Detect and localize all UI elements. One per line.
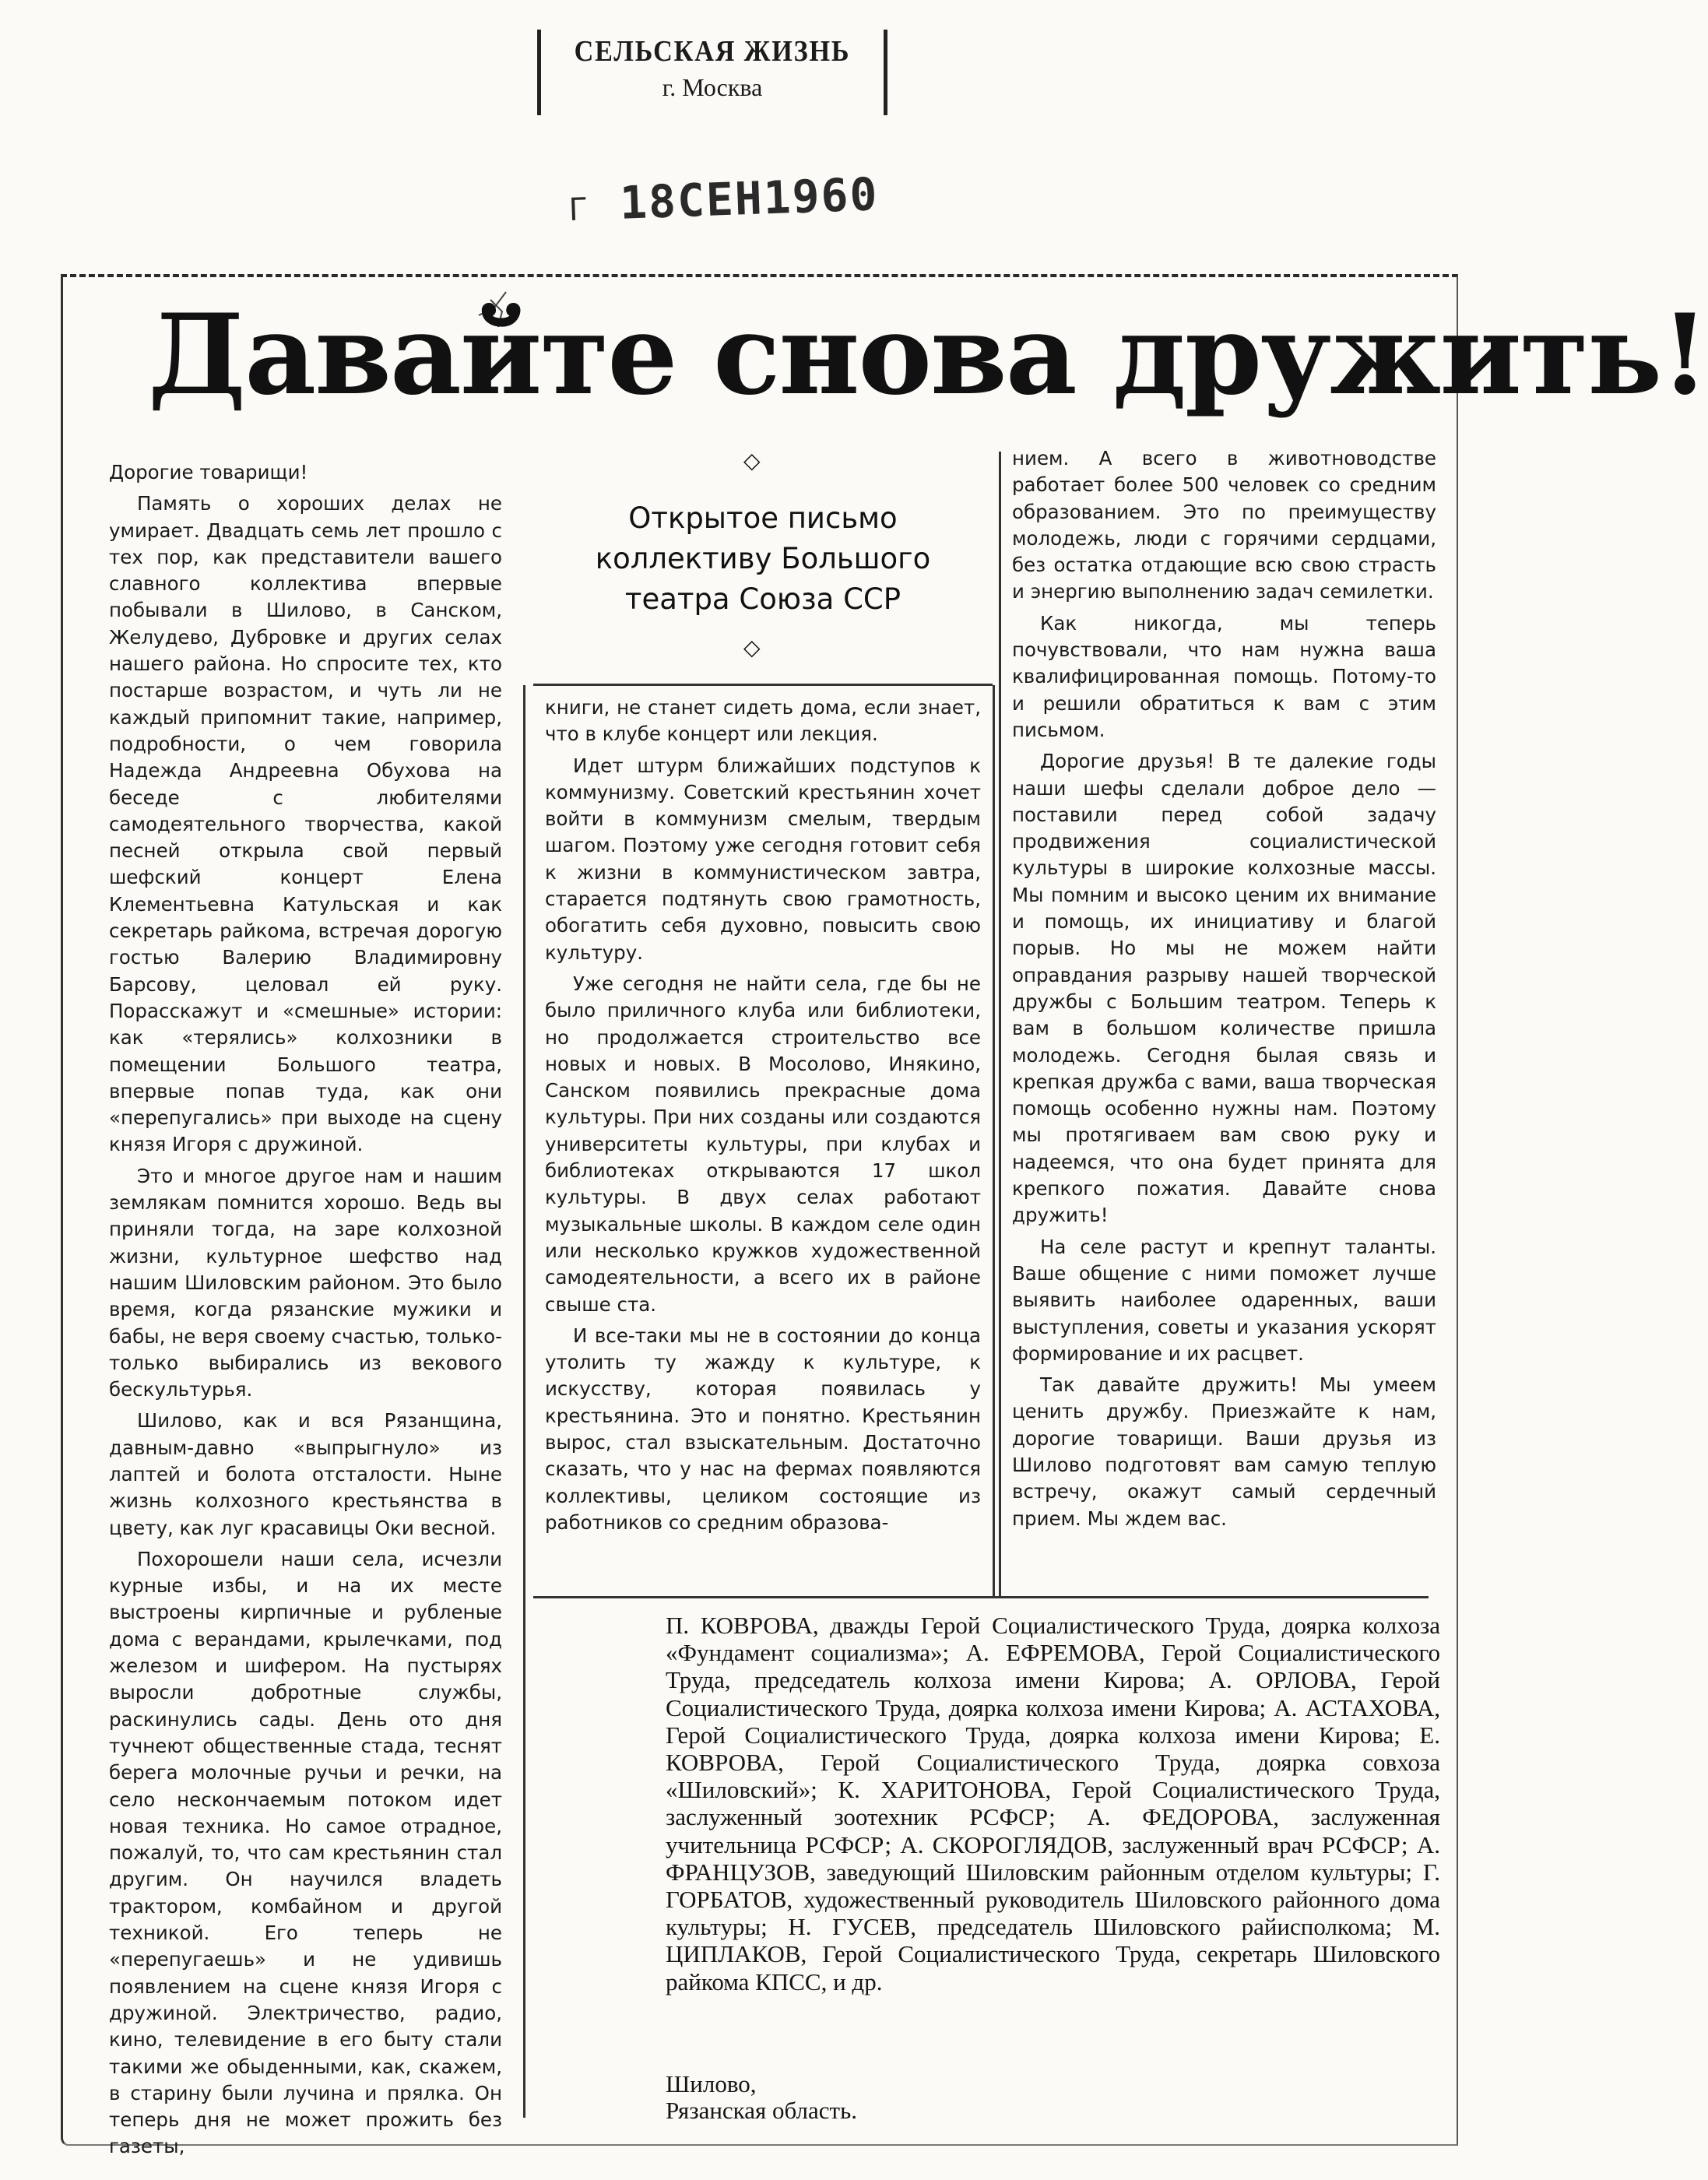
paragraph: Дорогие товарищи! <box>109 461 308 483</box>
headline: Давайте снова дружить! <box>148 290 1708 420</box>
place-of-origin <box>666 2071 1055 2124</box>
paragraph: На селе растут и крепнут таланты. Ваше общение с ними поможет лучше выявить наиболее одаренных, ваши выступления, советы и указания ускорят формирование и их расцвет. <box>1012 1235 1436 1365</box>
column-divider-top <box>533 684 993 686</box>
publication-name: СЕЛЬСКАЯ ЖИЗНЬ <box>574 35 851 68</box>
paragraph: Так давайте дружить! Мы умеем ценить дружбу. Приезжайте к нам, дорогие товарищи. Ваши друзья из Шилово подготовят вам самую теплую встречу, окажут самый сердечный прием. Мы ждем вас. <box>1012 1373 1436 1530</box>
subtitle: Открытое письмо коллективу Большого театра Союза ССР <box>595 501 931 616</box>
column-divider <box>993 685 995 1596</box>
date-stamp-prefix: Г <box>568 192 590 229</box>
article-column-1 <box>109 459 502 2161</box>
signatures-text: П. КОВРОВА, дважды Герой Социалистического Труда, доярка колхоза «Фундамент социализма»; А. ЕФРЕМОВА, Герой Социалистического Труда, председатель колхоза имени Кирова; А. ОРЛОВА, Герой Социалистического Труда, доярка колхоза имени Кирова; А. АСТАХОВА, Герой Социалистического Труда, доярка колхоза имени Кирова; Е. КОВРОВА, Герой Социалистического Труда, доярка совхоза «Шиловский»; К. ХАРИТОНОВА, Герой Социалистического Труда, заслуженный зоотехник РСФСР; А. ФЕДОРОВА, заслуженная учительница РСФСР; А. СКОРОГЛЯДОВ, заслуженный врач РСФСР; А. ФРАНЦУЗОВ, заведующий Шиловским районным отделом культуры; Г. ГОРБАТОВ, художественный руководитель Шиловского районного дома культуры; Н. ГУСЕВ, председатель Шиловского райисполкома; М. ЦИПЛАКОВ, Герой Социалистического Труда, секретарь Шиловского райкома КПСС, и др. <box>666 1612 1440 1995</box>
publication-stamp <box>537 30 887 115</box>
paragraph: Это и многое другое нам и нашим землякам помнится хорошо. Ведь вы приняли тогда, на заре колхозной жизни, культурное шефство над нашим Шиловским районом. Это было время, когда рязанские мужики и бабы, не веря своему счастью, только-только выбирались из векового бескультурья. <box>109 1164 502 1401</box>
paragraph: Идет штурм ближайших подступов к коммунизму. Советский крестьянин хочет войти в коммунизм смелым, твердым шагом. Поэтому уже сегодня готовит себя к жизни в коммунистическом завтра, старается подтянуть свою грамотность, обогатить себя духовно, повысить свою культуру. <box>545 754 981 964</box>
column-divider <box>523 685 525 2118</box>
signatures-divider <box>533 1596 1429 1598</box>
paragraph: Как никогда, мы теперь почувствовали, что нам нужна ваша квалифицированная помощь. Потому-то и решили обратиться к вам с этим письмом. <box>1012 611 1436 741</box>
column-divider <box>999 452 1001 1596</box>
publication-city: г. Москва <box>662 73 763 101</box>
place-line-1: Шилово, <box>666 2070 757 2097</box>
article-column-2 <box>545 694 981 1536</box>
article-column-3 <box>1012 445 1436 1532</box>
signatures-block <box>666 1612 1440 1995</box>
date-stamp-date: 18СЕН1960 <box>619 167 880 230</box>
paragraph: Шилово, как и вся Рязанщина, давным-давно «выпрыгнуло» из лаптей и болота отсталости. Ныне жизнь колхозного крестьянства в цвету, как луг красавицы Оки весной. <box>109 1409 502 1539</box>
paragraph: Дорогие друзья! В те далекие годы наши шефы сделали доброе дело — поставили перед собой задачу продвижения социалистической культуры в широкие колхозные массы. Мы помним и высоко ценим их внимание и помощь, их инициативу и благой порыв. Но мы не можем найти оправдания разрыву нашей творческой дружбы с Большим театром. Теперь к вам в большом количестве пришла молодежь. Сегодня былая связь и крепкая дружба с вами, ваша творческая помощь особенно нужны нам. Поэтому мы протягиваем вам свою руку и надеемся, что она будет принята для крепкого пожатия. Давайте снова дружить! <box>1012 750 1436 1227</box>
place-line-2: Рязанская область. <box>666 2097 857 2124</box>
diamond-ornament-icon: ◇ <box>743 635 761 660</box>
paragraph: нием. А всего в животноводстве работает более 500 человек со средним образованием. Это по преимуществу молодежь, люди с горячими сердцами, без остатка отдающие всю свою страсть и энергию выполнению задач семилетки. <box>1012 447 1436 603</box>
paragraph: книги, не станет сидеть дома, если знает, что в клубе концерт или лекция. <box>545 696 981 746</box>
paragraph: Уже сегодня не найти села, где бы не было приличного клуба или библиотеки, но продолжается строительство все новых и новых. В Мосолово, Инякино, Санском появились прекрасные дома культуры. При них созданы или создаются университеты культуры, при клубах и библиотеках открываются 17 школ культуры. В двух селах работают музыкальные школы. В каждом селе один или несколько кружков художественной самодеятельности, а всего их в районе свыше ста. <box>545 972 981 1316</box>
paragraph: Похорошели наши села, исчезли курные избы, и на их месте выстроены кирпичные и рубленые дома с верандами, крылечками, под железом и шифером. На пустырях выросли добротные службы, раскинулись сады. День ото дня тучнеют общественные стада, теснят берега молочные ручьи и речки, на село нескончаемым потоком идет новая техника. Но самое отрадное, пожалуй, то, что сам крестьянин стал другим. Он научился владеть трактором, комбайном и другой техникой. Его теперь не «перепугаешь» и не удивишь появлением на сцене князя Игоря с дружиной. Электричество, радио, кино, телевидение в его быту стали такими же обыденными, как, скажем, в старину были лучина и прялка. Он теперь дня не может прожить без газеты, <box>109 1547 502 2158</box>
paragraph: И все-таки мы не в состоянии до конца утолить ту жажду к культуре, к искусству, которая появилась у крестьянина. Это и понятно. Крестьянин вырос, стал взыскательным. Достаточно сказать, что у нас на фермах появляются коллективы, целиком состоящие из работников со средним образова- <box>545 1324 981 1534</box>
diamond-ornament-icon: ◇ <box>743 448 761 473</box>
date-stamp <box>568 164 974 231</box>
paragraph: Память о хороших делах не умирает. Двадцать семь лет прошло с тех пор, как представители вашего славного коллектива впервые побывали в Шилово, в Санском, Желудево, Дубровке и других селах нашего района. Но спросите тех, кто постарше возрастом, и чуть ли не каждый припомнит такие, например, подробности, о чем говорила Надежда Андреевна Обухова на беседе с любителями самодеятельного творчества, какой песней открыла свой первый шефский концерт Елена Клементьевна Катульская и как секретарь райкома, встречая дорогую гостью Валерию Владимировну Барсову, целовал ей руку. Порасскажут и «смешные» истории: как «терялись» колхозники в помещении Большого театра, впервые попав туда, как они «перепугались» при выходе на сцену князя Игоря с дружиной. <box>109 492 502 1156</box>
